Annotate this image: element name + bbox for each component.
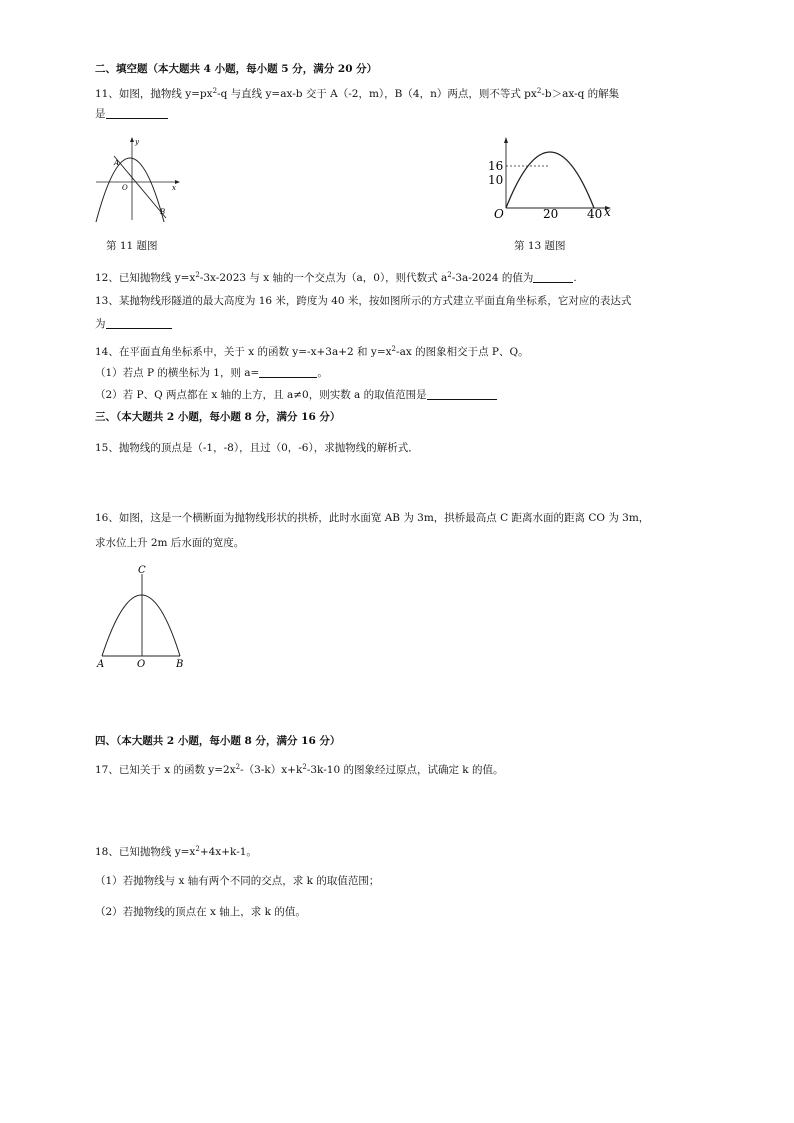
question-18-part2: （2）若抛物线的顶点在 x 轴上，求 k 的值。 [95,906,306,918]
question-16-line2: 求水位上升 2m 后水面的宽度。 [95,537,245,549]
fig13-origin: O [494,207,504,221]
question-16: 16、如图，这是一个横断面为抛物线形状的拱桥，此时水面宽 AB 为 3m，拱桥最高点 C 距离水面的距离 CO 为 3m， [95,512,650,524]
answer-blank-12[interactable] [533,271,573,283]
fig11-point-a: A [114,159,120,167]
answer-blank-14-1[interactable] [259,366,317,378]
question-18-part1: （1）若抛物线与 x 轴有两个不同的交点，求 k 的取值范围； [95,875,380,887]
section2-heading: 二、填空题（本大题共 4 小题，每小题 5 分，满分 20 分） [95,63,378,75]
section4-heading: 四、（本大题共 2 小题，每小题 8 分，满分 16 分） [95,735,341,747]
answer-blank-13[interactable] [106,317,172,329]
fig11-x-label: x [172,184,176,192]
question-11: 11、如图，抛物线 $y=px^2-q$ 与直线 y=ax-b 交于 A（-2，m），B（4，n）两点，则不等式 $px^2-b>ax-q$ 的解集 [95,87,620,100]
figure-13-caption: 第 13 题图 [514,240,566,252]
fig11-origin: O [122,184,128,192]
fig11-point-b: B [160,208,166,216]
question-13-line2: 为 [95,317,172,331]
fig13-tick-16: 16 [488,159,504,173]
fig13-tick-40: 40 [587,207,603,221]
section3-heading: 三、（本大题共 2 小题，每小题 8 分，满分 16 分） [95,411,341,423]
question-13: 13、某抛物线形隧道的最大高度为 16 米，跨度为 40 米，按如图所示的方式建立平面直角坐标系，它对应的表达式 [95,295,632,307]
question-12: 12、已知抛物线 $y=x^2-3x-2023$ 与 x 轴的一个交点为（a，0），则代数式 $a^2-3a-2024$ 的值为 . [95,271,577,284]
fig13-x-label: x [604,205,611,219]
figure-13 [484,134,616,222]
answer-blank-11[interactable] [106,107,168,119]
question-14: 14、在平面直角坐标系中，关于 x 的函数 y=-x+3a+2 和 $y=x^2-ax$ 的图象相交于点 P、Q。 [95,345,529,358]
figure-11 [92,134,184,224]
fig13-tick-20: 20 [543,207,559,221]
fig11-y-label: y [135,138,139,146]
fig16-point-a: A [97,659,105,670]
question-17: 17、已知关于 x 的函数 $y=2x^2-(3-k)x+k^2-3k-10$ 的图象经过原点，试确定 k 的值。 [95,763,504,776]
question-14-part2: （2）若 P、Q 两点都在 x 轴的上方，且 a≠0，则实数 a 的取值范围是 [95,388,497,402]
figure-11-caption: 第 11 题图 [106,240,158,252]
fig16-point-o: O [137,659,146,670]
question-15: 15、抛物线的顶点是（-1，-8），且过（0，-6），求抛物线的解析式． [95,442,419,454]
question-18: 18、已知抛物线 $y=x^2+4x+k-1$。 [95,845,257,858]
answer-blank-14-2[interactable] [427,388,497,400]
question-11-line2: 是 [95,107,168,121]
figure-16 [92,560,192,670]
fig16-point-c: C [138,565,146,576]
fig13-tick-10: 10 [488,173,504,187]
fig16-point-b: B [176,659,184,670]
question-14-part1: （1）若点 P 的横坐标为 1，则 a= 。 [95,367,328,379]
